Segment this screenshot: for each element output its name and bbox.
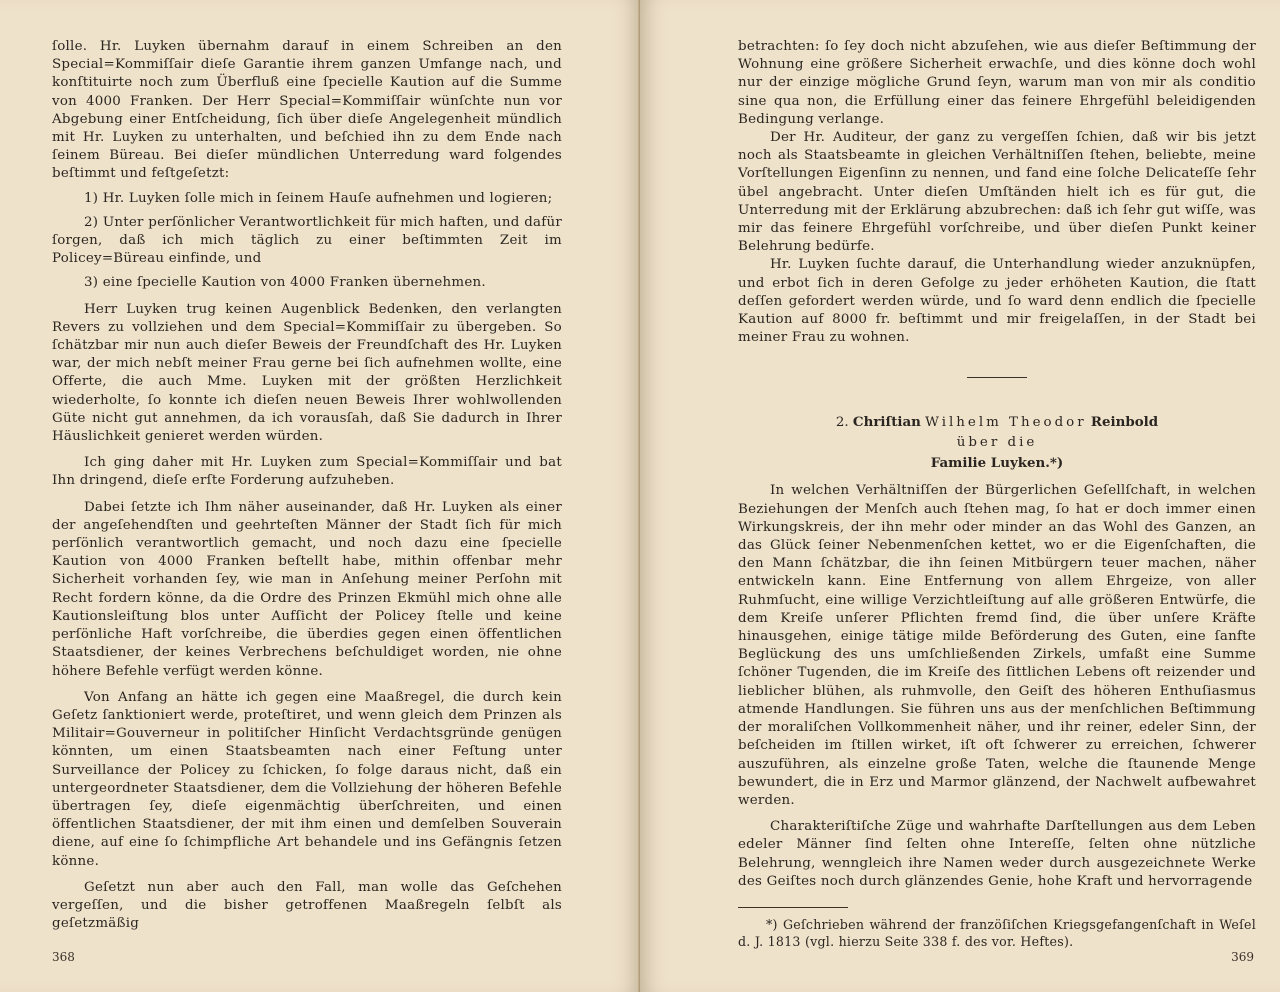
list-item: 1) Hr. Luyken ſolle mich in ſeinem Hauſe aufnehmen und logieren; (84, 190, 553, 206)
list-item: 3) eine ſpecielle Kaution von 4000 Franken übernehmen. (84, 275, 486, 291)
footnote: *) Geſchrieben während der franzöſiſchen Kriegsgefangenſchaft in Weſel d. J. 1813 (vgl. hierzu Seite 338 f. des vor. Heftes). (738, 916, 1256, 949)
footnote-divider (738, 907, 848, 908)
heading-surname: Reinbold (1090, 414, 1159, 431)
paragraph: Herr Luyken trug keinen Augenblick Bedenken, den verlangten Revers zu vollziehen und dem Special=Kommiſſair zu übergeben. So ſchätzbar mir nun auch dieſer Beweis der Freundſchaft des Hr. Luyken war, der mich nebſt meiner Frau gerne bei ſich aufnehmen wollte, eine Offerte, die auch Mme. Luyken mit der größten Herzlichkeit wiederholte, ſo konnte ich dieſen neuen Beweis Ihrer wohlwollenden Güte nicht gut annehmen, da ich vorausſah, daß Sie dadurch in Ihrer Häuslichkeit genieret werden würden. (52, 301, 562, 445)
paragraph: Der Hr. Auditeur, der ganz zu vergeſſen ſchien, daß wir bis jetzt noch als Staatsbeamte in gleichen Verhältniſſen ſtehen, beliebte, meine Vorſtellungen Eigenſinn zu nennen, und fand eine ſolche Delicateſſe ſehr übel angebracht. Unter dieſen Umſtänden hielt ich es für gut, die Unterredung mit der Erklärung abzubrechen: daß ich ſehr gut wiſſe, was mir das feinere Ehrgefühl vorſchreibe, und über dieſen Punkt keiner Belehrung bedürfe. (738, 130, 1256, 255)
heading-middle-names: Wilhelm Theodor (925, 415, 1087, 431)
paragraph: Dabei ſetzte ich Ihm näher auseinander, daß Hr. Luyken als einer der angeſehendſten und geehrteſten Männer der Stadt ſich für mich perſönlich verantwortlich gemacht, und noch dazu eine ſpecielle Kaution von 4000 Franken beſtellt habe, mithin offenbar mehr Sicherheit vorhanden ſey, wie man in Anſehung meiner Perſohn mit Recht fordern könne, da die Ordre des Prinzen Ekmühl mich ohne alle Kautionsleiſtung blos unter Aufſicht der Policey ſtelle und keine perſönliche Haft vorſchreibe, die überdies gegen einen öffentlichen Staatsdiener, der keines Verbrechens beſchuldiget worden, nie ohne höhere Befehle verfügt werden könne. (52, 499, 562, 679)
paragraph: betrachten: ſo ſey doch nicht abzuſehen, wie aus dieſer Beſtimmung der Wohnung eine größere Sicherheit erwachſe, und dies könne doch wohl nur der einzige mögliche Grund ſeyn, warum man von mir als conditio sine qua non, die Erfüllung einer das feinere Ehrgefühl beleidigenden Bedingung verlange. (738, 39, 1256, 127)
heading-subject (738, 453, 1256, 474)
section-divider (967, 377, 1027, 378)
heading-number: 2. (835, 415, 849, 431)
page-number: 368 (52, 950, 75, 964)
paragraph: Charakteriſtiſche Züge und wahrhafte Darſtellungen aus dem Leben edeler Männer ſind ſelten ohne Intereſſe, ſelten ohne nützliche Belehrung, wenngleich ihre Namen weder durch ausgezeichnete Werke des Geiſtes noch durch glänzendes Genie, hohe Kraft und hervorragende (738, 819, 1256, 889)
paragraph: Ich ging daher mit Hr. Luyken zum Special=Kommiſſair und bat Ihn dringend, dieſe erſte Forderung aufzuheben. (52, 455, 562, 489)
heading-first-name: Chriſtian (852, 414, 921, 431)
paragraph: Von Anfang an hätte ich gegen eine Maaßregel, die durch kein Geſetz ſanktioniert werde, proteſtiret, und wenn gleich dem Prinzen als Militair=Gouverneur in politiſcher Hinſicht Verdachtsgründe genügen könnten, um einen Staatsbeamten nach einer Feſtung unter Surveillance der Policey zu ſchicken, ſo folge daraus nicht, daß ein untergeordneter Staatsdiener, dem die Vollziehung der höheren Befehle übertragen ſey, dieſe eigenmächtig überſchreiten, und einen öffentlichen Staatsdiener, der mit ihm einen und demſelben Souverain diene, auf eine ſo ſchimpfliche Art behandele und ins Gefängnis ſetzen könne. (52, 689, 562, 869)
paragraph: Hr. Luyken ſuchte darauf, die Unterhandlung wieder anzuknüpfen, und erbot ſich in deren Gefolge zu jeder erhöheten Kaution, die ſtatt deſſen gefordert werden würde, und ſo ward denn endlich die ſpecielle Kaution auf 8000 fr. beſtimmt und mir freigelaſſen, in der Stadt bei meiner Frau zu wohnen. (738, 257, 1256, 346)
list-item: 2) Unter perſönlicher Verantwortlichkeit für mich haften, und dafür ſorgen, daß ich mich täglich zu einer beſtimmten Zeit im Policey=Büreau einfinde, und (52, 214, 562, 267)
page-number: 369 (1231, 950, 1254, 964)
section-heading (738, 412, 1256, 474)
right-page (640, 0, 1280, 992)
heading-author-line (738, 412, 1256, 433)
paragraph: In welchen Verhältniſſen der Bürgerlichen Geſellſchaft, in welchen Beziehungen der Menſch auch ſtehen mag, ſo hat er doch immer einen Wirkungskreis, der ihn mehr oder minder an das Wohl des Ganzen, an das Glück ſeiner Nebenmenſchen kettet, wo er die Eigenſchaften, die den Mann ſchätzbar, die ihn ſeinen Mitbürgern teuer machen, näher entwickeln kann. Eine Entfernung von allem Ehrgeize, von aller Ruhmſucht, eine willige Verzichtleiſtung auf alle größeren Entwürfe, die dem Kreiſe unſerer Pflichten fremd ſind, die über unſere Kräfte hinausgehen, einige tätige milde Beförderung des Guten, eine ſanfte Beglückung des uns umſchließenden Zirkels, umfaßt eine Summe ſchöner Tugenden, die im Kreiſe des ſittlichen Lebens oft reizender und lieblicher blühen, als ruhmvolle, den Geiſt des höheren Enthuſiasmus atmende Handlungen. Sie führen uns aus der menſchlichen Beſtimmung der moraliſchen Vollkommenheit näher, und ihr reiner, edeler Sinn, der beſcheiden im ſtillen wirket, iſt oft ſchwerer zu erreichen, ſchwerer auszuführen, als einzelne große Taten, welche die ſtaunende Menge bewundert, die in Erz und Marmor glänzend, der Nachwelt aufbewahret werden. (738, 483, 1256, 808)
paragraph: ſolle. Hr. Luyken übernahm darauf in einem Schreiben an den Special=Kommiſſair dieſe Garantie ihrem ganzen Umfange nach, und konſtituirte noch zum Überfluß eine ſpecielle Kaution auf die Summe von 4000 Franken. Der Herr Special=Kommiſſair wünſchte nun vor Abgebung einer Entſcheidung, ſich über dieſe Angelegenheit mündlich mit Hr. Luyken zu unterhalten, und beſchied ihn zu dem Ende nach ſeinem Büreau. Bei dieſer mündlichen Unterredung ward folgendes beſtimmt und feſtgeſetzt: (52, 39, 562, 182)
paragraph: Geſetzt nun aber auch den Fall, man wolle das Geſchehen vergeſſen, und die bisher getroffenen Maaßregeln ſelbſt als geſetzmäßig (52, 879, 562, 932)
heading-subject-text: Familie Luyken.*) (930, 455, 1064, 472)
heading-connector: über die (956, 435, 1038, 451)
